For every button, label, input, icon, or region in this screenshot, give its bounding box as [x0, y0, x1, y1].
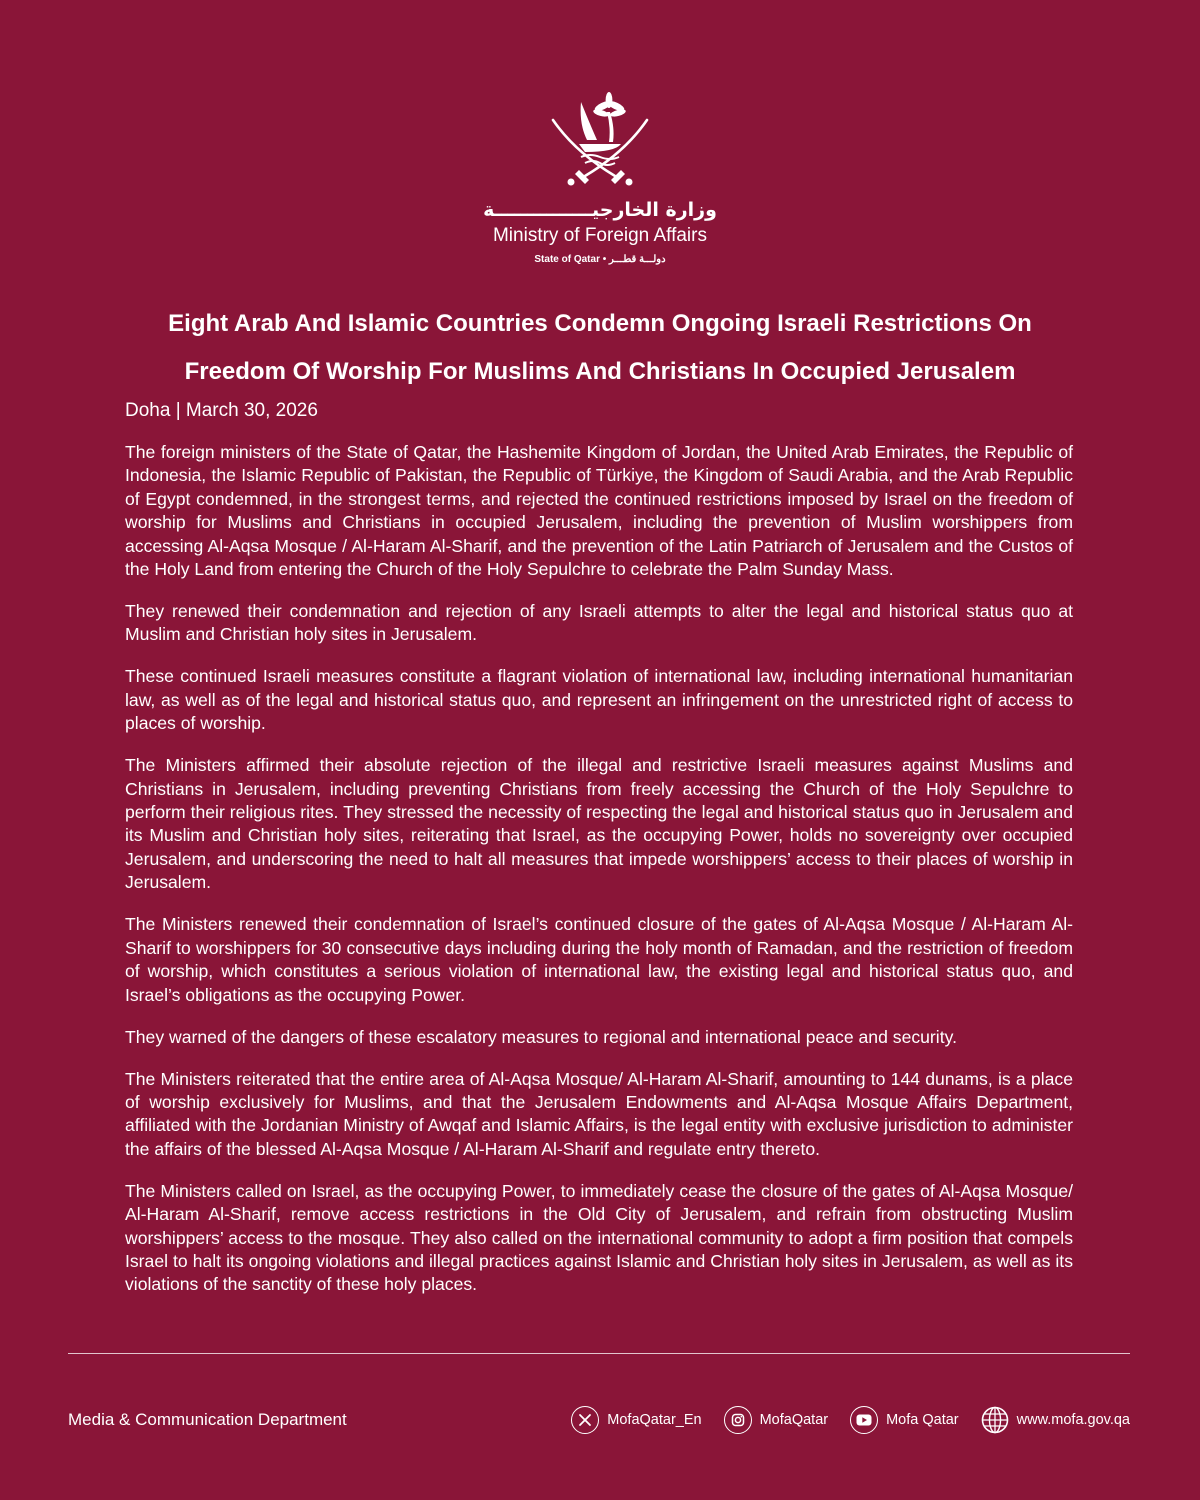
paragraph: The Ministers reiterated that the entire area of Al-Aqsa Mosque/ Al-Haram Al-Sharif, amounting to 144 dunams, is a place of worship exclusively for Muslims, and that the Jerusalem Endowments and Al-Aqsa Mosque Affairs Department, affiliated with the Jordanian Ministry of Awqaf and Islamic Affairs, is the legal entity with exclusive jurisdiction to administer the affairs of the blessed Al-Aqsa Mosque / Al-Haram Al-Sharif and regulate entry thereto.	[125, 1068, 1073, 1159]
ministry-logo	[0, 90, 1200, 266]
social-link-instagram[interactable]	[724, 1406, 829, 1434]
social-label-x: MofaQatar_En	[607, 1412, 702, 1428]
state-of-qatar-line: State of Qatar • دولـــة قطـــر	[534, 254, 666, 265]
social-link-youtube[interactable]	[850, 1406, 959, 1434]
paragraph: The foreign ministers of the State of Qatar, the Hashemite Kingdom of Jordan, the United Arab Emirates, the Republic of Indonesia, the Islamic Republic of Pakistan, the Republic of Türkiye, the Kingdom of Saudi Arabia, and the Arab Republic of Egypt condemned, in the strongest terms, and rejected the continued restrictions imposed by Israel on the freedom of worship for Muslims and Christians in occupied Jerusalem, including the prevention of Muslim worshippers from accessing Al-Aqsa Mosque / Al-Haram Al-Sharif, and the prevention of the Latin Patriarch of Jerusalem and the Custos of the Holy Land from entering the Church of the Holy Sepulchre to celebrate the Palm Sunday Mass.	[125, 442, 1073, 580]
paragraph: The Ministers called on Israel, as the occupying Power, to immediately cease the closure of the gates of Al-Aqsa Mosque/ Al-Haram Al-Sharif, remove access restrictions in the Old City of Jerusalem, and refrain from obstructing Muslim worshippers’ access to the mosque. They also called on the international community to adopt a firm position that compels Israel to halt its ongoing violations and illegal practices against Islamic and Christian holy sites in Jerusalem, as well as its violations of the sanctity of these holy places.	[125, 1180, 1073, 1295]
social-link-website[interactable]	[981, 1406, 1130, 1434]
social-label-instagram: MofaQatar	[759, 1412, 829, 1428]
ministry-name-arabic: وزارة الخارجيـــــــــــــــة	[483, 199, 717, 221]
globe-icon	[981, 1406, 1009, 1434]
social-label-website: www.mofa.gov.qa	[1016, 1412, 1130, 1428]
article-body	[125, 441, 1073, 1315]
social-links	[571, 1406, 1130, 1434]
youtube-icon	[850, 1406, 878, 1434]
ministry-name-english: Ministry of Foreign Affairs	[492, 225, 707, 246]
title-line-2: Freedom Of Worship For Muslims And Christians In Occupied Jerusalem	[184, 358, 1016, 385]
instagram-icon	[724, 1406, 752, 1434]
qatar-emblem-icon	[545, 90, 655, 190]
page-title	[100, 300, 1100, 396]
dateline: Doha | March 30, 2026	[125, 400, 318, 421]
paragraph: They renewed their condemnation and rejection of any Israeli attempts to alter the legal and historical status quo at Muslim and Christian holy sites in Jerusalem.	[125, 601, 1073, 645]
paragraph: The Ministers affirmed their absolute rejection of the illegal and restrictive Israeli measures against Muslims and Christians in Jerusalem, including preventing Christians from freely accessing the Church of the Holy Sepulchre to perform their religious rites. They stressed the necessity of respecting the legal and historical status quo in Jerusalem and its Muslim and Christian holy sites, reiterating that Israel, as the occupying Power, holds no sovereignty over occupied Jerusalem, and underscoring the need to halt all measures that impede worshippers’ access to their places of worship in Jerusalem.	[125, 755, 1073, 893]
paragraph: They warned of the dangers of these escalatory measures to regional and international peace and security.	[125, 1026, 957, 1047]
paragraph: These continued Israeli measures constitute a flagrant violation of international law, including international humanitarian law, as well as of the legal and historical status quo, and represent an infringement on the unrestricted right of access to places of worship.	[125, 666, 1073, 734]
title-line-1: Eight Arab And Islamic Countries Condemn Ongoing Israeli Restrictions On	[168, 310, 1032, 337]
social-link-x[interactable]	[571, 1406, 701, 1434]
x-icon	[571, 1406, 599, 1434]
social-label-youtube: Mofa Qatar	[886, 1412, 959, 1428]
department-name: Media & Communication Department	[68, 1410, 347, 1429]
paragraph: The Ministers renewed their condemnation of Israel’s continued closure of the gates of Al-Aqsa Mosque / Al-Haram Al-Sharif to worshippers for 30 consecutive days including during the holy month of Ramadan, and the restriction of freedom of worship, which constitutes a serious violation of international law, the existing legal and historical status quo, and Israel’s obligations as the occupying Power.	[125, 914, 1073, 1005]
footer-divider	[68, 1353, 1130, 1354]
